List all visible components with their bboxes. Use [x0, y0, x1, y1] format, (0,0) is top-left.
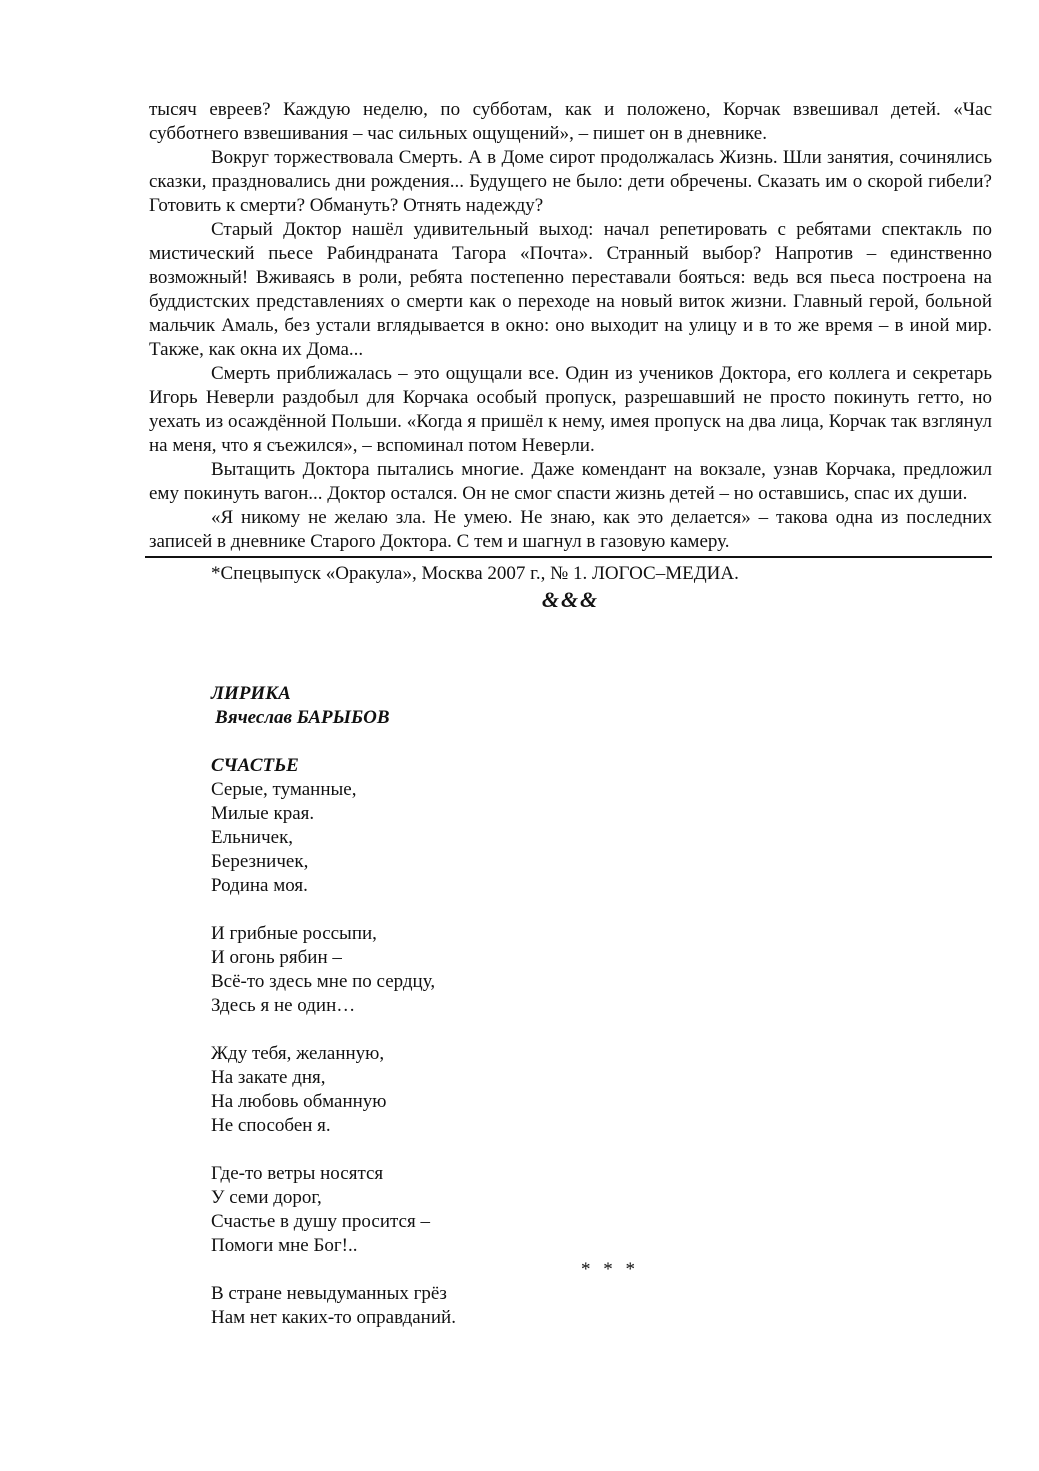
poem-line: Где-то ветры носятся: [211, 1163, 384, 1184]
stanza: [211, 1042, 971, 1138]
poem-line: Помоги мне Бог!..: [211, 1235, 358, 1256]
poem-line: Серые, туманные,: [211, 779, 357, 800]
poem-separator: * * *: [581, 1259, 639, 1280]
poem-line: Родина моя.: [211, 875, 308, 896]
stanza: [211, 778, 971, 898]
author-name: Вячеслав БАРЫБОВ: [215, 707, 390, 728]
poem-line: Ельничек,: [211, 827, 294, 848]
ornament-divider: &&&: [541, 587, 600, 612]
poem-line: Счастье в душу просится –: [211, 1211, 430, 1232]
poem-line: На любовь обманную: [211, 1091, 387, 1112]
poem-line: И огонь рябин –: [211, 947, 342, 968]
section-heading: ЛИРИКА: [211, 683, 291, 704]
paragraph: Вокруг торжествовала Смерть. А в Доме сирот продолжалась Жизнь. Шли занятия, сочинялись сказки, праздновались дни рождения... Будущего не было: дети обречены. Сказать им о скорой гибели? Готовить к смерти? Обмануть? Отнять надежду?: [149, 147, 992, 216]
stanza: [211, 1282, 971, 1330]
poem-line: Всё-то здесь мне по сердцу,: [211, 971, 436, 992]
poem-line: Жду тебя, желанную,: [211, 1043, 385, 1064]
poem-line: У семи дорог,: [211, 1187, 322, 1208]
article-body: [149, 98, 992, 554]
paragraph: Вытащить Доктора пытались многие. Даже комендант на вокзале, узнав Корчака, предложил ему покинуть вагон... Доктор остался. Он не смог спасти жизнь детей – но оставшись, спас их души.: [149, 459, 992, 504]
poem-title: СЧАСТЬЕ: [211, 755, 299, 776]
paragraph: тысяч евреев? Каждую неделю, по субботам, как и положено, Корчак взвешивал детей. «Час субботнего взвешивания – час сильных ощущений», – пишет он в дневнике.: [149, 99, 992, 144]
lyric-section: [211, 682, 971, 1354]
footnote: *Спецвыпуск «Оракула», Москва 2007 г., № 1. ЛОГОС–МЕДИА.: [211, 563, 739, 584]
poem-line: На закате дня,: [211, 1067, 326, 1088]
paragraph: Смерть приближалась – это ощущали все. Один из учеников Доктора, его коллега и секретарь Игорь Неверли раздобыл для Корчака особый пропуск, разрешавший не просто покинуть гетто, но уехать из осаждённой Польши. «Когда я пришёл к нему, имея пропуск на два лица, Корчак так взглянул на меня, что я съежился», – вспоминал потом Неверли.: [149, 363, 992, 456]
footnote-divider: [145, 556, 992, 558]
stanza: [211, 1162, 971, 1258]
paragraph: «Я никому не желаю зла. Не умею. Не знаю, как это делается» – такова одна из последних записей в дневнике Старого Доктора. С тем и шагнул в газовую камеру.: [149, 507, 992, 552]
stanza: [211, 922, 971, 1018]
poem-line: Березничек,: [211, 851, 309, 872]
paragraph: Старый Доктор нашёл удивительный выход: начал репетировать с ребятами спектакль по мистический пьесе Рабиндраната Тагора «Почта». Странный выбор? Напротив – единственно возможный! Вживаясь в роли, ребята постепенно переставали бояться: ведь вся пьеса построена на буддистских представлениях о смерти как о переходе на новый виток жизни. Главный герой, больной мальчик Амаль, без устали вглядывается в окно: оно выходит на улицу и в то же время – в иной мир. Также, как окна их Дома...: [149, 219, 992, 360]
poem-line: Не способен я.: [211, 1115, 331, 1136]
poem-line: Милые края.: [211, 803, 315, 824]
poem-line: В стране невыдуманных грёз: [211, 1283, 447, 1304]
poem-line: Нам нет каких-то оправданий.: [211, 1307, 456, 1328]
poem-line: И грибные россыпи,: [211, 923, 377, 944]
article-page: [149, 98, 992, 612]
poem-line: Здесь я не один…: [211, 995, 356, 1016]
